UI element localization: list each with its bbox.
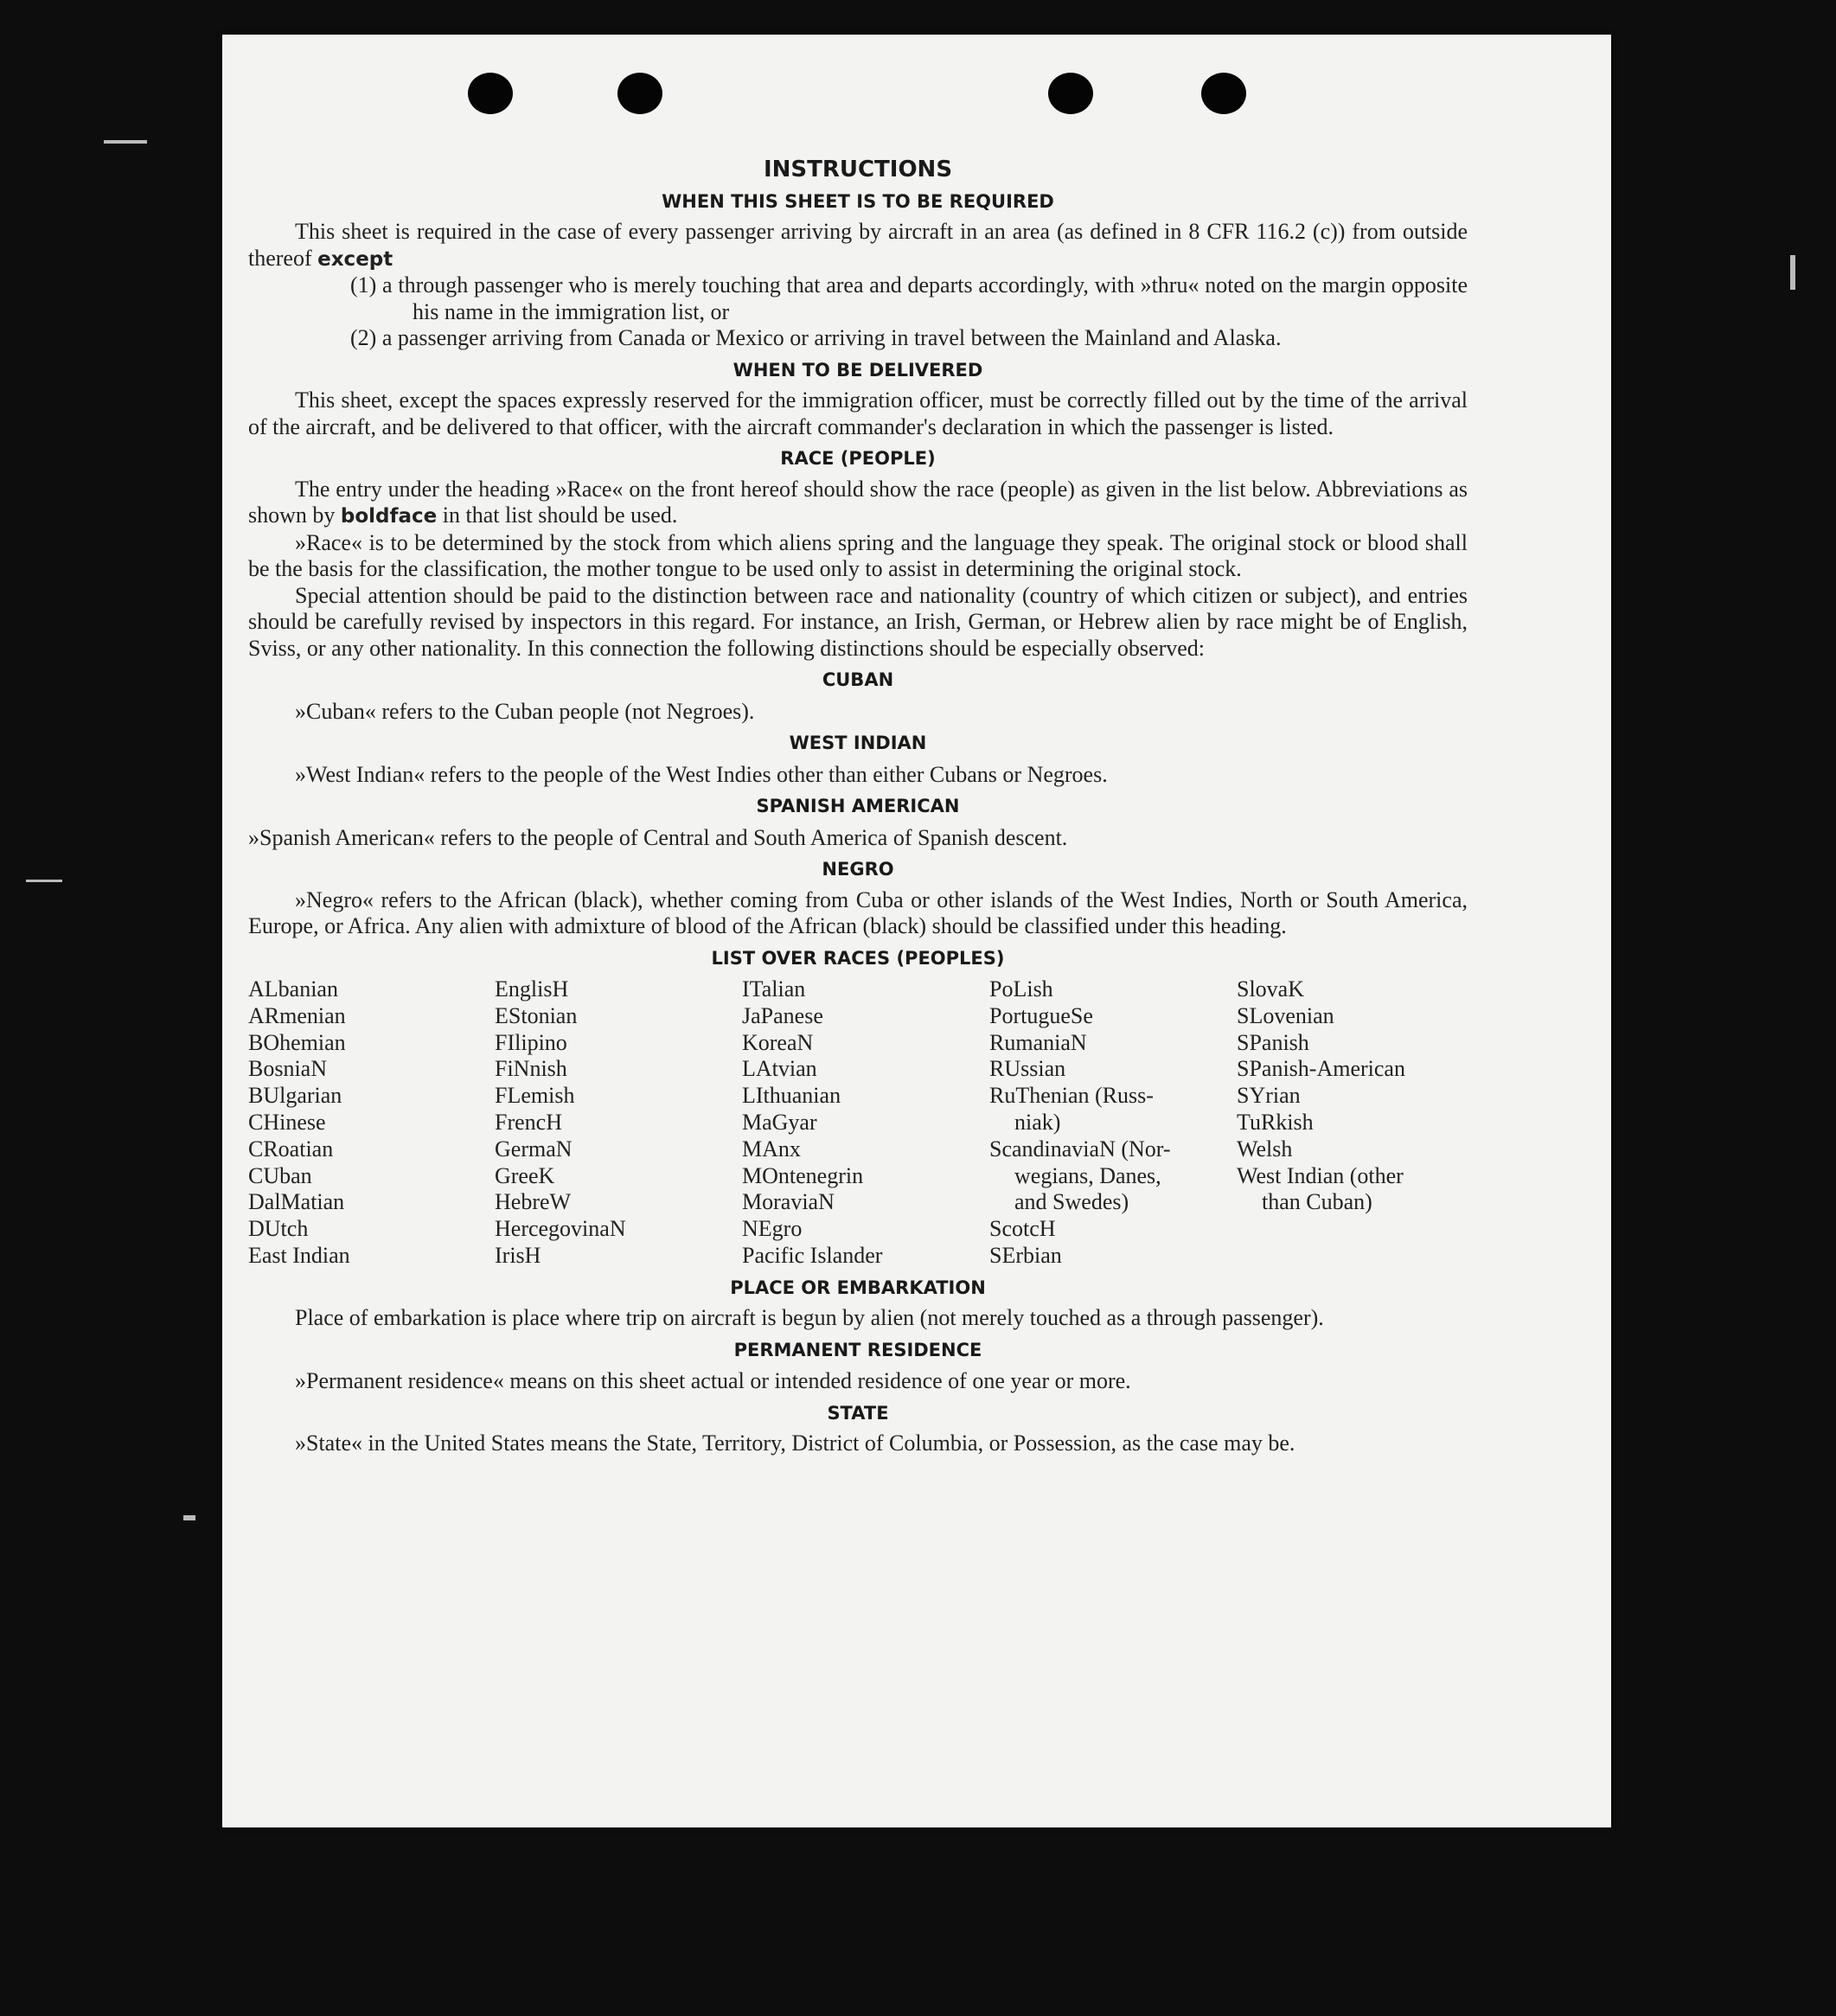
race-item: RumaniaN xyxy=(989,1029,1087,1055)
section-heading-residence: PERMANENT RESIDENCE xyxy=(733,1339,982,1360)
required-item-2: (2) a passenger arriving from Canada or Mexico or arriving in travel between the Mainland and Alaska. xyxy=(350,325,1282,350)
scan-artifact xyxy=(1790,255,1795,290)
required-intro: This sheet is required in the case of every passenger arriving by aircraft in an area (as defined in 8 CFR 116.2 (c)) from outside thereof except xyxy=(248,219,1468,271)
race-column-3 xyxy=(742,976,989,1270)
race-item: KoreaN xyxy=(742,1029,814,1055)
page-title: INSTRUCTIONS xyxy=(763,157,953,182)
race-item: HercegovinaN xyxy=(495,1216,626,1242)
race-item: Welsh xyxy=(1237,1136,1293,1162)
boldface-emphasis: boldface xyxy=(340,505,438,528)
race-item-continuation: than Cuban) xyxy=(1262,1189,1372,1215)
cuban-text: »Cuban« refers to the Cuban people (not Negroes). xyxy=(295,698,755,724)
required-item-1: (1) a through passenger who is merely touching that area and departs accordingly, with »thru« noted on the margin opposite his name in the immigration list, or xyxy=(350,272,1468,324)
race-column-5 xyxy=(1237,976,1485,1270)
punch-hole xyxy=(617,73,662,114)
race-item: FIlipino xyxy=(495,1029,567,1055)
race-item-continuation: niak) xyxy=(1014,1109,1061,1135)
race-item: Pacific Islander xyxy=(742,1242,883,1268)
race-item: MaGyar xyxy=(742,1109,817,1135)
race-item: RuThenian (Russ- xyxy=(989,1083,1154,1109)
race-column-4 xyxy=(989,976,1237,1270)
race-item: GreeK xyxy=(495,1162,555,1188)
race-item: SPanish xyxy=(1237,1029,1309,1055)
race-item: FLemish xyxy=(495,1083,575,1109)
race-item: MOntenegrin xyxy=(742,1162,864,1188)
race-item: IrisH xyxy=(495,1242,541,1268)
instructions-body xyxy=(248,157,1468,1457)
section-heading-spanish-american: SPANISH AMERICAN xyxy=(756,796,960,816)
section-heading-state: STATE xyxy=(827,1402,889,1424)
spanish-american-text: »Spanish American« refers to the people of Central and South America of Spanish descent. xyxy=(248,824,1068,850)
race-item: FiNnish xyxy=(495,1056,567,1082)
race-item: DUtch xyxy=(248,1216,309,1242)
race-item: BOhemian xyxy=(248,1029,346,1055)
negro-text: »Negro« refers to the African (black), whether coming from Cuba or other islands of the West Indies, North or South America, Europe, or Africa. Any alien with admixture of blood of the African (black) should be classified under this heading. xyxy=(248,886,1468,938)
section-heading-required: WHEN THIS SHEET IS TO BE REQUIRED xyxy=(662,190,1054,212)
race-item: BUlgarian xyxy=(248,1083,342,1109)
race-list xyxy=(248,976,1468,1270)
race-item: ALbanian xyxy=(248,976,338,1002)
section-heading-race-list: LIST OVER RACES (PEOPLES) xyxy=(711,947,1005,969)
punch-hole xyxy=(468,73,513,114)
race-item: LIthuanian xyxy=(742,1083,841,1109)
scan-artifact xyxy=(104,140,147,144)
race-item: SErbian xyxy=(989,1242,1062,1268)
race-item: CHinese xyxy=(248,1109,326,1135)
west-indian-text: »West Indian« refers to the people of the West Indies other than either Cubans or Negroes. xyxy=(295,761,1108,787)
race-item: TuRkish xyxy=(1237,1109,1314,1135)
race-column-1 xyxy=(248,976,495,1270)
race-paragraph-2: »Race« is to be determined by the stock from which aliens spring and the language they speak. The original stock or blood shall be the basis for the classification, the mother tongue to be used only to assist in determining the original stock. xyxy=(248,529,1468,581)
embarkation-text: Place of embarkation is place where trip on aircraft is begun by alien (not merely touched as a through passenger). xyxy=(295,1305,1324,1331)
race-item: CUban xyxy=(248,1162,312,1188)
race-item: CRoatian xyxy=(248,1136,334,1162)
race-item: EnglisH xyxy=(495,976,569,1002)
race-item: EStonian xyxy=(495,1002,578,1028)
race-item: DalMatian xyxy=(248,1189,345,1215)
race-item-continuation: and Swedes) xyxy=(1014,1189,1129,1215)
race-item: SPanish-American xyxy=(1237,1056,1405,1082)
race-item: SYrian xyxy=(1237,1083,1301,1109)
race-item: SLovenian xyxy=(1237,1002,1334,1028)
race-item-continuation: wegians, Danes, xyxy=(1014,1162,1161,1188)
race-paragraph-1: The entry under the heading »Race« on the front hereof should show the race (people) as given in the list below. Abbreviations as shown by boldface in that list should be used. xyxy=(248,476,1468,528)
race-item: PortugueSe xyxy=(989,1002,1093,1028)
race-item: RUssian xyxy=(989,1056,1066,1082)
document-page xyxy=(222,35,1611,1827)
section-heading-negro: NEGRO xyxy=(822,859,894,880)
race-item: East Indian xyxy=(248,1242,350,1268)
race-item: ITalian xyxy=(742,976,806,1002)
section-heading-delivered: WHEN TO BE DELIVERED xyxy=(732,359,983,381)
except-emphasis: except xyxy=(317,247,393,271)
residence-text: »Permanent residence« means on this sheet actual or intended residence of one year or more. xyxy=(295,1368,1131,1394)
section-heading-cuban: CUBAN xyxy=(822,669,894,690)
race-item: ARmenian xyxy=(248,1002,346,1028)
section-heading-west-indian: WEST INDIAN xyxy=(789,733,927,753)
section-heading-embarkation: PLACE OR EMBARKATION xyxy=(730,1277,986,1298)
race-item: BosniaN xyxy=(248,1056,327,1082)
race-paragraph-3: Special attention should be paid to the distinction between race and nationality (country of which citizen or subject), and entries should be carefully revised by inspectors in this regard. For instance, an Irish, German, or Hebrew alien by race might be of English, Sviss, or any other nationality. In this connection the following distinctions should be especially observed: xyxy=(248,582,1468,661)
punch-hole xyxy=(1048,73,1093,114)
section-heading-race: RACE (PEOPLE) xyxy=(780,448,936,469)
race-item: MoraviaN xyxy=(742,1189,835,1215)
race-item: JaPanese xyxy=(742,1002,823,1028)
punch-hole xyxy=(1201,73,1246,114)
race-item: MAnx xyxy=(742,1136,801,1162)
scan-artifact xyxy=(183,1515,195,1520)
race-item: ScandinaviaN (Nor- xyxy=(989,1136,1171,1162)
race-item: GermaN xyxy=(495,1136,573,1162)
race-item: NEgro xyxy=(742,1216,803,1242)
race-item: FrencH xyxy=(495,1109,562,1135)
race-item: PoLish xyxy=(989,976,1053,1002)
race-column-2 xyxy=(495,976,742,1270)
race-item: ScotcH xyxy=(989,1216,1056,1242)
race-item: West Indian (other xyxy=(1237,1162,1404,1188)
race-item: LAtvian xyxy=(742,1056,817,1082)
state-text: »State« in the United States means the State, Territory, District of Columbia, or Possession, as the case may be. xyxy=(295,1430,1295,1456)
scan-artifact xyxy=(26,880,62,882)
delivered-text: This sheet, except the spaces expressly reserved for the immigration officer, must be correctly filled out by the time of the arrival of the aircraft, and be delivered to that officer, with the aircraft commander's declaration in which the passenger is listed. xyxy=(248,387,1468,439)
race-item: SlovaK xyxy=(1237,976,1304,1002)
race-item: HebreW xyxy=(495,1189,572,1215)
